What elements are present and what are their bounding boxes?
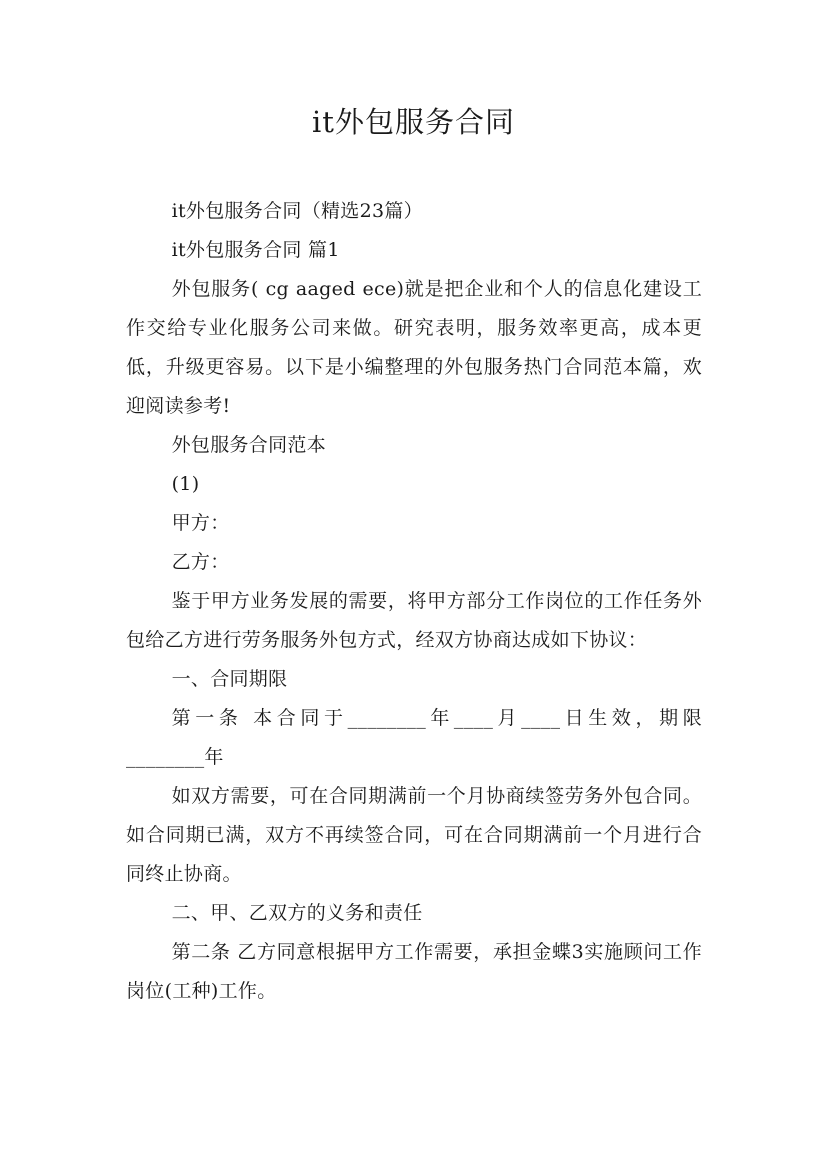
paragraph-number: (1) (171, 473, 200, 495)
paragraph-article-1: 第一条 本合同于________年____月____日生效，期限________年 (126, 707, 702, 768)
paragraph-party-b: 乙方： (171, 551, 230, 573)
paragraph-intro: 外包服务( cg aaged ece)就是把企业和个人的信息化建设工作交给专业化服务公司来做。研究表明，服务效率更高，成本更低，升级更容易。以下是小编整理的外包服务热门合同范本篇，欢迎阅读参考! (126, 278, 702, 417)
document-title: it外包服务合同 (312, 105, 515, 139)
paragraph-heading-term: 一、合同期限 (171, 668, 288, 690)
paragraph-heading-obligations: 二、甲、乙双方的义务和责任 (171, 902, 423, 924)
paragraph-section-title: 外包服务合同范本 (171, 434, 326, 456)
paragraph-preamble: 鉴于甲方业务发展的需要，将甲方部分工作岗位的工作任务外包给乙方进行劳务服务外包方式，经双方协商达成如下协议： (126, 590, 702, 651)
paragraph-renewal: 如双方需要，可在合同期满前一个月协商续签劳务外包合同。如合同期已满，双方不再续签合同，可在合同期满前一个月进行合同终止协商。 (126, 785, 702, 885)
document-body (126, 192, 709, 1011)
paragraph-chapter-heading: it外包服务合同 篇1 (171, 239, 340, 261)
paragraph-subtitle: it外包服务合同（精选23篇） (171, 200, 423, 222)
paragraph-party-a: 甲方： (171, 512, 230, 534)
paragraph-article-2: 第二条 乙方同意根据甲方工作需要，承担金蝶3实施顾问工作 岗位(工种)工作。 (126, 941, 709, 1002)
